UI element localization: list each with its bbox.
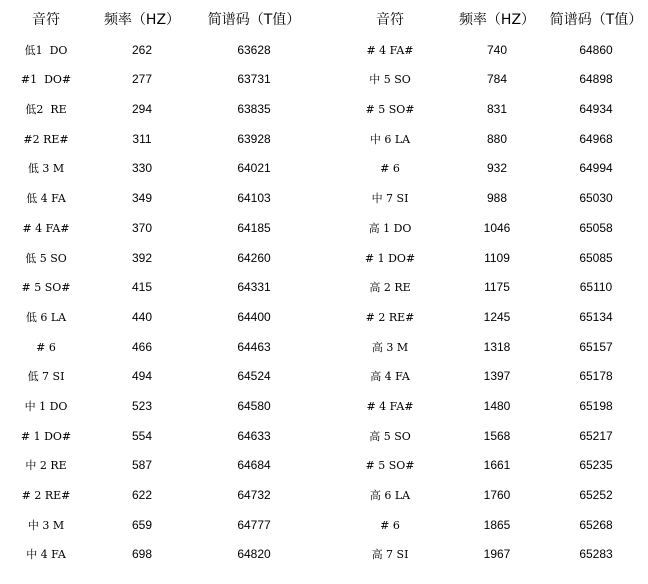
note-left: 低 7 SI [27,370,65,384]
note-right: # 5 SO# [365,103,415,117]
frequency-left: 349 [131,191,153,206]
code-left: 63835 [237,102,271,117]
code-left: 64633 [237,428,271,443]
table-row [0,95,648,125]
note-right: # 4 FA# [366,399,414,413]
code-left: 64580 [237,398,271,413]
note-left: 低 6 LA [25,310,67,324]
note-right: # 1 DO# [364,251,416,265]
frequency-right: 1661 [483,458,511,473]
code-right: 64968 [579,131,613,146]
code-left: 63731 [237,72,271,87]
header-note-left: 音符 [32,12,60,28]
table-row [0,125,648,155]
code-right: 65252 [579,488,613,502]
frequency-left: 466 [131,339,153,354]
code-left: 64400 [237,309,271,324]
code-right: 65157 [579,339,613,354]
note-right: 中 6 LA [369,132,411,146]
table-header-row [0,6,648,36]
frequency-right: 880 [486,131,508,146]
frequency-left: 415 [131,280,153,295]
frequency-right: 740 [486,42,508,57]
code-left: 64331 [237,280,271,295]
header-note-right: 音符 [376,12,404,28]
note-frequency-table [0,6,648,570]
note-right: # 5 SO# [365,459,415,473]
frequency-left: 554 [131,428,153,443]
code-right: 65085 [579,250,613,265]
note-left: # 1 DO# [20,429,72,443]
code-left: 64684 [237,458,271,473]
code-left: 64820 [237,547,271,562]
code-right: 65030 [579,191,613,206]
frequency-right: 1245 [483,309,511,324]
frequency-right: 1109 [484,250,510,265]
header-frequency-right: 频率（HZ） [458,12,536,28]
table-row [0,214,648,244]
code-right: 64994 [579,161,613,176]
header-code-left: 简谱码（T值） [207,12,301,28]
code-left: 63928 [237,131,271,146]
note-right: 高 2 RE [369,281,411,295]
frequency-left: 262 [131,42,153,57]
note-right: 高 1 DO [368,221,412,235]
frequency-right: 932 [486,161,508,176]
frequency-right: 988 [486,191,508,206]
frequency-left: 370 [131,220,153,235]
frequency-right: 784 [486,72,508,87]
frequency-right: 1865 [483,517,511,532]
note-left: # 6 [36,340,56,354]
note-left: # 5 SO# [21,281,71,295]
table-row [0,36,648,66]
note-right: 高 4 FA [370,370,410,384]
table-row [0,244,648,274]
note-left: 中 2 RE [25,459,67,473]
table-row [0,511,648,541]
note-left: # 2 RE# [21,489,71,502]
frequency-right: 1568 [483,428,511,443]
table-row [0,65,648,95]
frequency-right: 1967 [483,547,511,562]
code-left: 63628 [237,42,271,57]
frequency-left: 494 [131,369,153,384]
note-right: # 6 [380,518,400,532]
code-right: 65235 [579,458,613,473]
note-left: #2 RE# [23,132,69,146]
table-body [0,36,648,570]
table-row [0,184,648,214]
header-code-right: 简谱码（T值） [549,12,643,28]
code-right: 65178 [579,369,613,384]
table-row [0,273,648,303]
frequency-right: 1760 [483,488,511,502]
code-right: 65217 [579,428,613,443]
code-left: 64524 [237,369,271,384]
code-left: 64103 [237,191,271,206]
frequency-left: 330 [131,161,153,176]
code-right: 65110 [579,280,613,295]
note-right: 中 7 SI [371,192,409,206]
code-left: 64185 [237,220,271,235]
note-right: 高 6 LA [369,489,411,502]
note-left: 低1 DO [24,43,68,57]
frequency-left: 659 [131,517,153,532]
code-right: 64860 [579,42,613,57]
code-right: 64898 [579,72,613,87]
code-left: 64021 [237,161,271,176]
note-right: # 6 [380,162,400,176]
table-row [0,422,648,452]
note-left: 中 1 DO [24,399,68,413]
code-left: 64732 [237,488,271,502]
table-row [0,303,648,333]
table-row [0,154,648,184]
frequency-left: 440 [131,309,153,324]
table-row [0,392,648,422]
note-left: 低 4 FA [26,192,66,206]
code-right: 65268 [579,517,613,532]
table-row [0,362,648,392]
note-right: 高 3 M [371,340,409,354]
note-left: 低 5 SO [25,251,67,265]
note-right: 高 7 SI [371,548,409,562]
frequency-left: 698 [131,547,153,562]
frequency-right: 1480 [483,398,511,413]
frequency-left: 277 [131,72,153,87]
frequency-left: 311 [132,131,152,146]
code-right: 65058 [579,220,613,235]
code-right: 65134 [579,309,613,324]
frequency-left: 392 [131,250,153,265]
table-row [0,451,648,481]
note-right: 中 5 SO [369,73,411,87]
code-left: 64777 [237,517,271,532]
frequency-right: 831 [486,102,508,117]
frequency-right: 1046 [483,220,511,235]
note-right: # 4 FA# [366,43,414,57]
frequency-left: 294 [131,102,153,117]
frequency-left: 523 [131,398,153,413]
note-left: 低2 RE [25,103,67,117]
code-right: 65283 [579,547,613,562]
code-left: 64463 [237,339,271,354]
note-left: 低 3 M [27,162,65,176]
note-right: 高 5 SO [369,429,411,443]
note-left: 中 4 FA [26,548,66,562]
frequency-right: 1175 [484,280,510,295]
note-left: # 4 FA# [22,221,70,235]
frequency-right: 1397 [483,369,511,384]
header-frequency-left: 频率（HZ） [103,12,181,28]
code-right: 65198 [579,398,613,413]
code-left: 64260 [237,250,271,265]
code-right: 64934 [579,102,613,117]
table-row [0,540,648,570]
note-left: #1 DO# [20,73,72,87]
table-row [0,333,648,363]
table-row [0,481,648,511]
frequency-left: 622 [131,488,153,502]
frequency-left: 587 [131,458,153,473]
frequency-right: 1318 [483,339,511,354]
note-right: # 2 RE# [365,310,415,324]
note-left: 中 3 M [27,518,65,532]
